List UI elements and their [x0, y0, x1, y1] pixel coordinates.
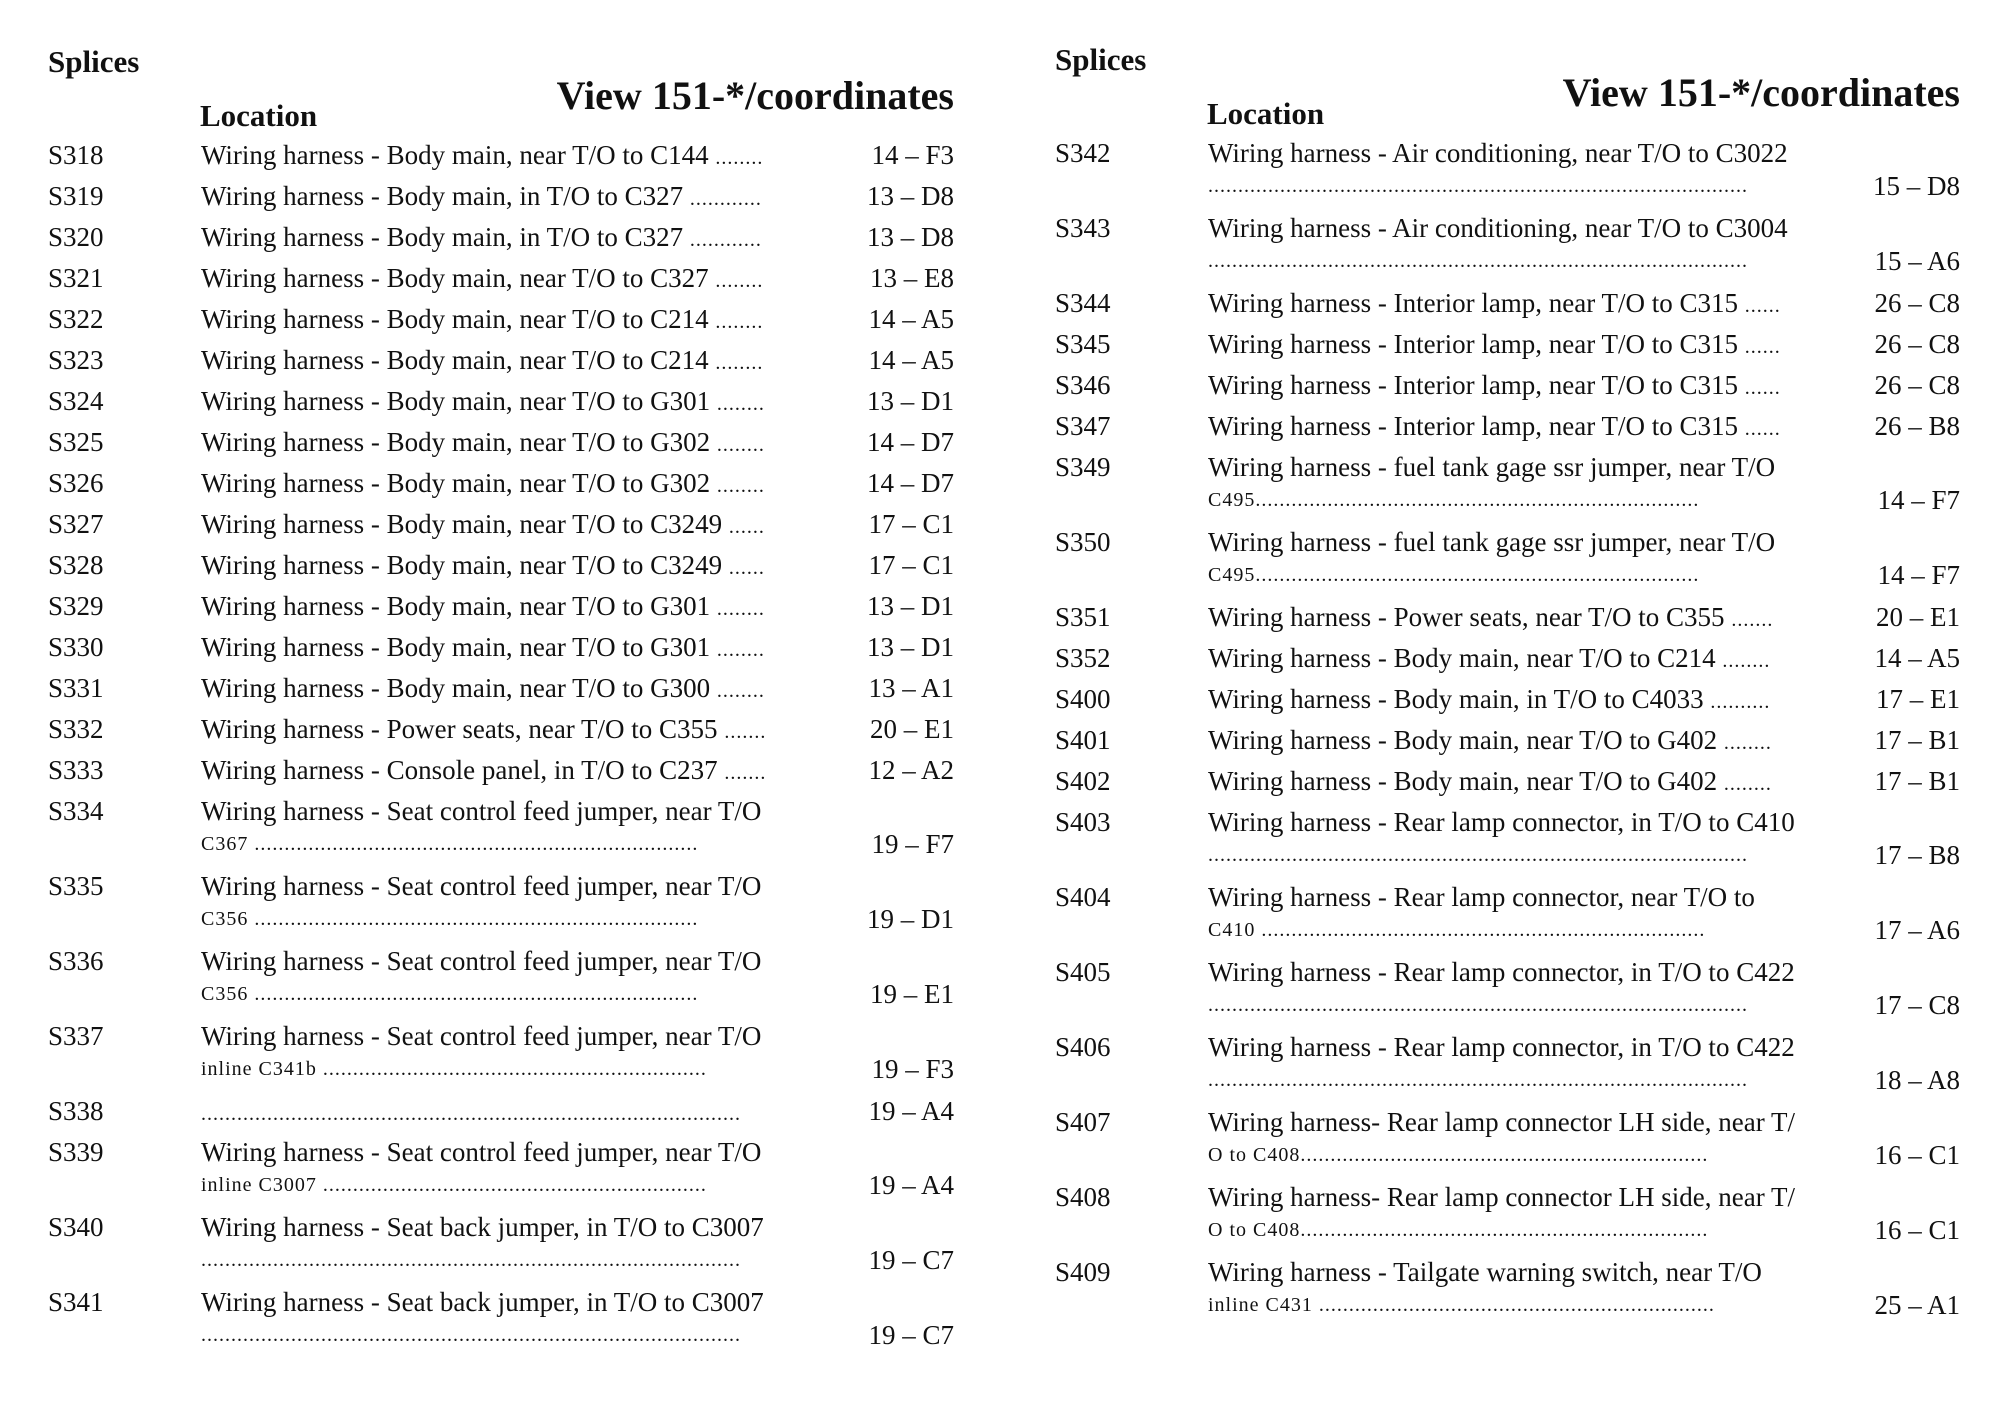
leader-dots: ........: [715, 147, 764, 169]
splice-entry: [48, 1136, 954, 1202]
leader-dots: ........: [716, 475, 765, 497]
view-coordinate: 14 – A5: [1874, 643, 1960, 673]
leader-dots: ......: [1744, 418, 1781, 440]
leader-dots: ......: [1744, 295, 1781, 317]
view-coordinate: 13 – D1: [867, 591, 954, 621]
splice-code: S339: [48, 1137, 104, 1167]
location-text: Wiring harness - fuel tank gage ssr jumper, near T/O: [1208, 527, 1776, 557]
view-coordinate: 18 – A8: [1874, 1065, 1960, 1095]
splice-code: S350: [1055, 527, 1111, 557]
view-coordinate: 17 – B1: [1874, 725, 1960, 755]
location-text: Wiring harness - Body main, near T/O to C214: [201, 345, 709, 375]
splice-code: S323: [48, 345, 104, 375]
splice-location: [1208, 526, 1848, 592]
view-coordinate: 26 – C8: [1874, 288, 1960, 318]
leader-dots: C495..........................................................................: [1208, 489, 1700, 511]
splice-location: [1208, 642, 1848, 675]
splice-code: S333: [48, 755, 104, 785]
splice-list: [1055, 137, 1960, 1331]
splice-entry: [1055, 410, 1960, 443]
leader-dots: ........: [715, 311, 764, 333]
splice-code: S319: [48, 181, 104, 211]
location-text: Wiring harness - Seat control feed jumper, near T/O: [201, 946, 762, 976]
splice-entry: [48, 426, 954, 459]
leader-dots: C495..........................................................................: [1208, 564, 1700, 586]
splice-location: [201, 508, 841, 541]
view-coordinate: 19 – D1: [867, 904, 954, 934]
view-coordinate: 26 – C8: [1874, 329, 1960, 359]
splice-location: [1208, 956, 1848, 1022]
splice-code: S345: [1055, 329, 1111, 359]
leader-dots: C356 ..........................................................................: [201, 983, 699, 1005]
location-text: Wiring harness - fuel tank gage ssr jumper, near T/O: [1208, 452, 1776, 482]
location-text: Wiring harness - Power seats, near T/O to C355: [1208, 602, 1725, 632]
leader-dots: ..........................................................................................: [1208, 994, 1748, 1016]
splice-entry: [1055, 1106, 1960, 1172]
location-text: Wiring harness - Rear lamp connector, in T/O to C422: [1208, 1032, 1795, 1062]
location-text: Wiring harness - Body main, near T/O to G402: [1208, 725, 1718, 755]
splice-entry: [48, 221, 954, 254]
splice-location: [201, 590, 841, 623]
leader-dots: ............: [689, 188, 762, 210]
view-coordinate: 19 – F3: [871, 1054, 954, 1084]
view-coordinate: 14 – F7: [1877, 560, 1960, 590]
view-coordinate: 17 – E1: [1876, 684, 1960, 714]
splice-list: [48, 139, 954, 1361]
location-text: Wiring harness - Body main, near T/O to C327: [201, 263, 709, 293]
location-text: Wiring harness - Body main, in T/O to C327: [201, 222, 684, 252]
leader-dots: ..........................................................................................: [201, 1249, 741, 1271]
splice-location: [201, 549, 841, 582]
splice-location: [201, 672, 841, 705]
location-text: Wiring harness - Seat control feed jumper, near T/O: [201, 1137, 762, 1167]
splice-code: S321: [48, 263, 104, 293]
view-coordinate: 20 – E1: [1876, 602, 1960, 632]
leader-dots: ............: [689, 229, 762, 251]
splice-code: S325: [48, 427, 104, 457]
splice-code: S336: [48, 946, 104, 976]
location-text: Wiring harness - Body main, near T/O to G301: [201, 591, 711, 621]
splice-code: S324: [48, 386, 104, 416]
location-text: Wiring harness - Seat control feed jumper, near T/O: [201, 1021, 762, 1051]
leader-dots: ........: [1722, 650, 1771, 672]
splice-code: S337: [48, 1021, 104, 1051]
view-coordinate: 16 – C1: [1874, 1215, 1960, 1245]
splice-code: S327: [48, 509, 104, 539]
splice-code: S318: [48, 140, 104, 170]
location-header: Location: [1207, 96, 1325, 131]
splice-location: [201, 1095, 841, 1128]
leader-dots: ........: [1723, 773, 1772, 795]
leader-dots: ..........................................................................................: [1208, 1069, 1748, 1091]
view-coordinate: 13 – E8: [870, 263, 954, 293]
splice-entry: [1055, 601, 1960, 634]
view-coordinate: 19 – C7: [868, 1320, 954, 1350]
view-coordinate: 14 – A5: [868, 304, 954, 334]
view-coordinate: 15 – A6: [1874, 246, 1960, 276]
splice-location: [201, 221, 841, 254]
splice-code: S340: [48, 1212, 104, 1242]
leader-dots: ........: [715, 270, 764, 292]
location-text: Wiring harness - Body main, near T/O to C214: [1208, 643, 1716, 673]
splice-entry: [48, 262, 954, 295]
leader-dots: ..........................................................................................: [201, 1103, 741, 1125]
view-coordinate: 19 – A4: [868, 1096, 954, 1126]
splice-code: S408: [1055, 1182, 1111, 1212]
leader-dots: inline C3007 ................................................................: [201, 1174, 707, 1196]
splice-location: [201, 467, 841, 500]
leader-dots: ..........................................................................................: [1208, 844, 1748, 866]
location-text: Wiring harness - Body main, in T/O to C4033: [1208, 684, 1704, 714]
leader-dots: .......: [724, 762, 767, 784]
splice-location: [201, 1211, 841, 1277]
splice-entry: [1055, 212, 1960, 278]
splice-entry: [48, 1286, 954, 1352]
location-text: Wiring harness - Body main, near T/O to G301: [201, 386, 711, 416]
leader-dots: ......: [728, 516, 765, 538]
view-coordinate: 19 – F7: [871, 829, 954, 859]
view-coordinate: 13 – D1: [867, 386, 954, 416]
leader-dots: ..........................................................................................: [201, 1324, 741, 1346]
leader-dots: ......: [728, 557, 765, 579]
location-text: Wiring harness - Seat control feed jumper, near T/O: [201, 796, 762, 826]
splice-code: S400: [1055, 684, 1111, 714]
splice-location: [201, 713, 841, 746]
splice-location: [1208, 410, 1848, 443]
splice-code: S402: [1055, 766, 1111, 796]
view-coordinate: 14 – A5: [868, 345, 954, 375]
splice-location: [201, 1286, 841, 1352]
splice-entry: [48, 180, 954, 213]
splice-location: [1208, 806, 1848, 872]
view-coordinate: 25 – A1: [1874, 1290, 1960, 1320]
splice-code: S342: [1055, 138, 1111, 168]
leader-dots: inline C431 ..................................................................: [1208, 1294, 1715, 1316]
splice-location: [1208, 765, 1848, 798]
splice-entry: [48, 139, 954, 172]
splice-entry: [48, 754, 954, 787]
splice-entry: [48, 303, 954, 336]
splice-location: [201, 385, 841, 418]
location-text: Wiring harness - Interior lamp, near T/O to C315: [1208, 370, 1739, 400]
view-coordinate: 12 – A2: [868, 755, 954, 785]
splice-code: S330: [48, 632, 104, 662]
leader-dots: ..........................................................................................: [1208, 250, 1748, 272]
splice-code: S406: [1055, 1032, 1111, 1062]
splice-entry: [48, 1020, 954, 1086]
view-coordinate: 17 – C1: [868, 550, 954, 580]
splice-entry: [1055, 287, 1960, 320]
splice-entry: [1055, 1181, 1960, 1247]
location-text: Wiring harness - Interior lamp, near T/O to C315: [1208, 288, 1739, 318]
splice-code: S344: [1055, 288, 1111, 318]
leader-dots: inline C341b ................................................................: [201, 1058, 707, 1080]
splice-location: [1208, 212, 1848, 278]
splice-code: S405: [1055, 957, 1111, 987]
splice-code: S338: [48, 1096, 104, 1126]
leader-dots: .......: [1731, 609, 1774, 631]
splice-code: S328: [48, 550, 104, 580]
splice-location: [201, 262, 841, 295]
splice-entry: [48, 467, 954, 500]
view-coordinate: 14 – F7: [1877, 485, 1960, 515]
splice-code: S332: [48, 714, 104, 744]
location-text: Wiring harness- Rear lamp connector LH side, near T/: [1208, 1182, 1795, 1212]
view-coordinate: 13 – D8: [867, 222, 954, 252]
location-text: Wiring harness - Rear lamp connector, near T/O to: [1208, 882, 1755, 912]
splice-entry: [1055, 526, 1960, 592]
location-text: Wiring harness - Body main, near T/O to C144: [201, 140, 709, 170]
splice-location: [1208, 881, 1848, 947]
leader-dots: C410 ..........................................................................: [1208, 919, 1706, 941]
splice-entry: [1055, 806, 1960, 872]
splice-location: [1208, 328, 1848, 361]
location-text: Wiring harness - Body main, near T/O to C3249: [201, 509, 723, 539]
splice-entry: [1055, 1256, 1960, 1322]
splice-entry: [48, 1095, 954, 1128]
view-coordinate: 14 – D7: [867, 427, 954, 457]
location-text: Wiring harness - Body main, near T/O to G402: [1208, 766, 1718, 796]
leader-dots: ......: [1744, 336, 1781, 358]
leader-dots: ........: [715, 352, 764, 374]
splices-title: Splices: [48, 44, 140, 79]
splice-entry: [48, 672, 954, 705]
splice-location: [201, 945, 841, 1011]
view-coordinate: 20 – E1: [870, 714, 954, 744]
view-coordinate: 17 – C1: [868, 509, 954, 539]
splice-code: S346: [1055, 370, 1111, 400]
splice-entry: [1055, 765, 1960, 798]
location-text: Wiring harness - Tailgate warning switch, near T/O: [1208, 1257, 1762, 1287]
splice-code: S329: [48, 591, 104, 621]
splice-location: [1208, 1256, 1848, 1322]
splice-location: [1208, 1181, 1848, 1247]
location-text: Wiring harness - Rear lamp connector, in T/O to C422: [1208, 957, 1795, 987]
splice-entry: [1055, 451, 1960, 517]
location-text: Wiring harness - Seat back jumper, in T/O to C3007: [201, 1212, 764, 1242]
splice-code: S331: [48, 673, 104, 703]
leader-dots: ......: [1744, 377, 1781, 399]
splice-entry: [1055, 1031, 1960, 1097]
splice-code: S352: [1055, 643, 1111, 673]
view-coordinates-header: View 151-*/coordinates: [556, 73, 954, 118]
splice-code: S404: [1055, 882, 1111, 912]
splice-location: [201, 303, 841, 336]
splice-entry: [1055, 683, 1960, 716]
leader-dots: .......: [724, 721, 767, 743]
splice-location: [1208, 601, 1848, 634]
splice-entry: [1055, 369, 1960, 402]
splice-code: S403: [1055, 807, 1111, 837]
splice-entry: [48, 870, 954, 936]
splice-location: [201, 139, 841, 172]
leader-dots: ........: [716, 598, 765, 620]
leader-dots: O to C408....................................................................: [1208, 1144, 1709, 1166]
splice-location: [201, 754, 841, 787]
splice-entry: [1055, 724, 1960, 757]
view-coordinate: 17 – A6: [1874, 915, 1960, 945]
location-text: Wiring harness - Body main, near T/O to G300: [201, 673, 711, 703]
splice-location: [1208, 1106, 1848, 1172]
splice-entry: [1055, 881, 1960, 947]
splice-code: S320: [48, 222, 104, 252]
location-text: Wiring harness - Seat back jumper, in T/O to C3007: [201, 1287, 764, 1317]
splice-location: [201, 870, 841, 936]
splice-entry: [48, 344, 954, 377]
location-text: Wiring harness - Interior lamp, near T/O to C315: [1208, 411, 1739, 441]
splice-entry: [48, 549, 954, 582]
location-text: Wiring harness - Air conditioning, near T/O to C3022: [1208, 138, 1788, 168]
view-coordinate: 17 – C8: [1874, 990, 1960, 1020]
location-text: Wiring harness - Interior lamp, near T/O to C315: [1208, 329, 1739, 359]
splice-entry: [48, 590, 954, 623]
splice-entry: [1055, 328, 1960, 361]
leader-dots: ........: [716, 393, 765, 415]
splice-code: S341: [48, 1287, 104, 1317]
view-coordinate: 19 – C7: [868, 1245, 954, 1275]
view-coordinate: 16 – C1: [1874, 1140, 1960, 1170]
splice-location: [201, 1020, 841, 1086]
leader-dots: ..........: [1710, 691, 1771, 713]
location-header: Location: [200, 98, 318, 133]
splice-location: [201, 1136, 841, 1202]
splice-location: [201, 344, 841, 377]
view-coordinate: 17 – B8: [1874, 840, 1960, 870]
view-coordinate: 17 – B1: [1874, 766, 1960, 796]
leader-dots: C367 ..........................................................................: [201, 833, 699, 855]
leader-dots: ........: [716, 680, 765, 702]
splice-code: S326: [48, 468, 104, 498]
location-text: Wiring harness - Body main, in T/O to C327: [201, 181, 684, 211]
splice-code: S351: [1055, 602, 1111, 632]
splice-entry: [48, 631, 954, 664]
view-coordinate: 14 – D7: [867, 468, 954, 498]
view-coordinate: 13 – A1: [868, 673, 954, 703]
splice-code: S407: [1055, 1107, 1111, 1137]
splice-entry: [48, 385, 954, 418]
splice-location: [201, 631, 841, 664]
leader-dots: ........: [716, 434, 765, 456]
splice-entry: [48, 508, 954, 541]
splice-location: [1208, 1031, 1848, 1097]
splice-code: S349: [1055, 452, 1111, 482]
location-text: Wiring harness - Rear lamp connector, in T/O to C410: [1208, 807, 1795, 837]
splice-location: [201, 180, 841, 213]
location-text: Wiring harness - Console panel, in T/O to C237: [201, 755, 718, 785]
leader-dots: ........: [1723, 732, 1772, 754]
splice-location: [1208, 683, 1848, 716]
splice-location: [1208, 724, 1848, 757]
view-coordinate: 14 – F3: [871, 140, 954, 170]
splice-code: S334: [48, 796, 104, 826]
view-coordinate: 13 – D1: [867, 632, 954, 662]
splice-entry: [48, 1211, 954, 1277]
view-coordinates-header: View 151-*/coordinates: [1562, 70, 1960, 115]
splice-code: S347: [1055, 411, 1111, 441]
location-text: Wiring harness - Seat control feed jumper, near T/O: [201, 871, 762, 901]
splice-location: [1208, 137, 1848, 203]
splice-entry: [1055, 642, 1960, 675]
location-text: Wiring harness - Body main, near T/O to G302: [201, 427, 711, 457]
splice-entry: [48, 713, 954, 746]
splice-location: [1208, 369, 1848, 402]
splice-code: S409: [1055, 1257, 1111, 1287]
splice-code: S322: [48, 304, 104, 334]
view-coordinate: 19 – A4: [868, 1170, 954, 1200]
view-coordinate: 26 – C8: [1874, 370, 1960, 400]
splice-entry: [1055, 137, 1960, 203]
splice-location: [1208, 451, 1848, 517]
splice-location: [1208, 287, 1848, 320]
splice-entry: [48, 945, 954, 1011]
splices-title: Splices: [1055, 42, 1147, 77]
view-coordinate: 26 – B8: [1874, 411, 1960, 441]
splice-location: [201, 426, 841, 459]
leader-dots: C356 ..........................................................................: [201, 908, 699, 930]
location-text: Wiring harness - Body main, near T/O to C214: [201, 304, 709, 334]
splice-code: S401: [1055, 725, 1111, 755]
leader-dots: ........: [716, 639, 765, 661]
splice-entry: [48, 795, 954, 861]
location-text: Wiring harness- Rear lamp connector LH side, near T/: [1208, 1107, 1795, 1137]
splice-entry: [1055, 956, 1960, 1022]
location-text: Wiring harness - Body main, near T/O to C3249: [201, 550, 723, 580]
location-text: Wiring harness - Body main, near T/O to G302: [201, 468, 711, 498]
location-text: Wiring harness - Body main, near T/O to G301: [201, 632, 711, 662]
view-coordinate: 15 – D8: [1873, 171, 1960, 201]
splice-code: S343: [1055, 213, 1111, 243]
leader-dots: O to C408....................................................................: [1208, 1219, 1709, 1241]
splice-location: [201, 795, 841, 861]
view-coordinate: 13 – D8: [867, 181, 954, 211]
splice-code: S335: [48, 871, 104, 901]
location-text: Wiring harness - Power seats, near T/O to C355: [201, 714, 718, 744]
location-text: Wiring harness - Air conditioning, near T/O to C3004: [1208, 213, 1788, 243]
view-coordinate: 19 – E1: [870, 979, 954, 1009]
leader-dots: ..........................................................................................: [1208, 175, 1748, 197]
